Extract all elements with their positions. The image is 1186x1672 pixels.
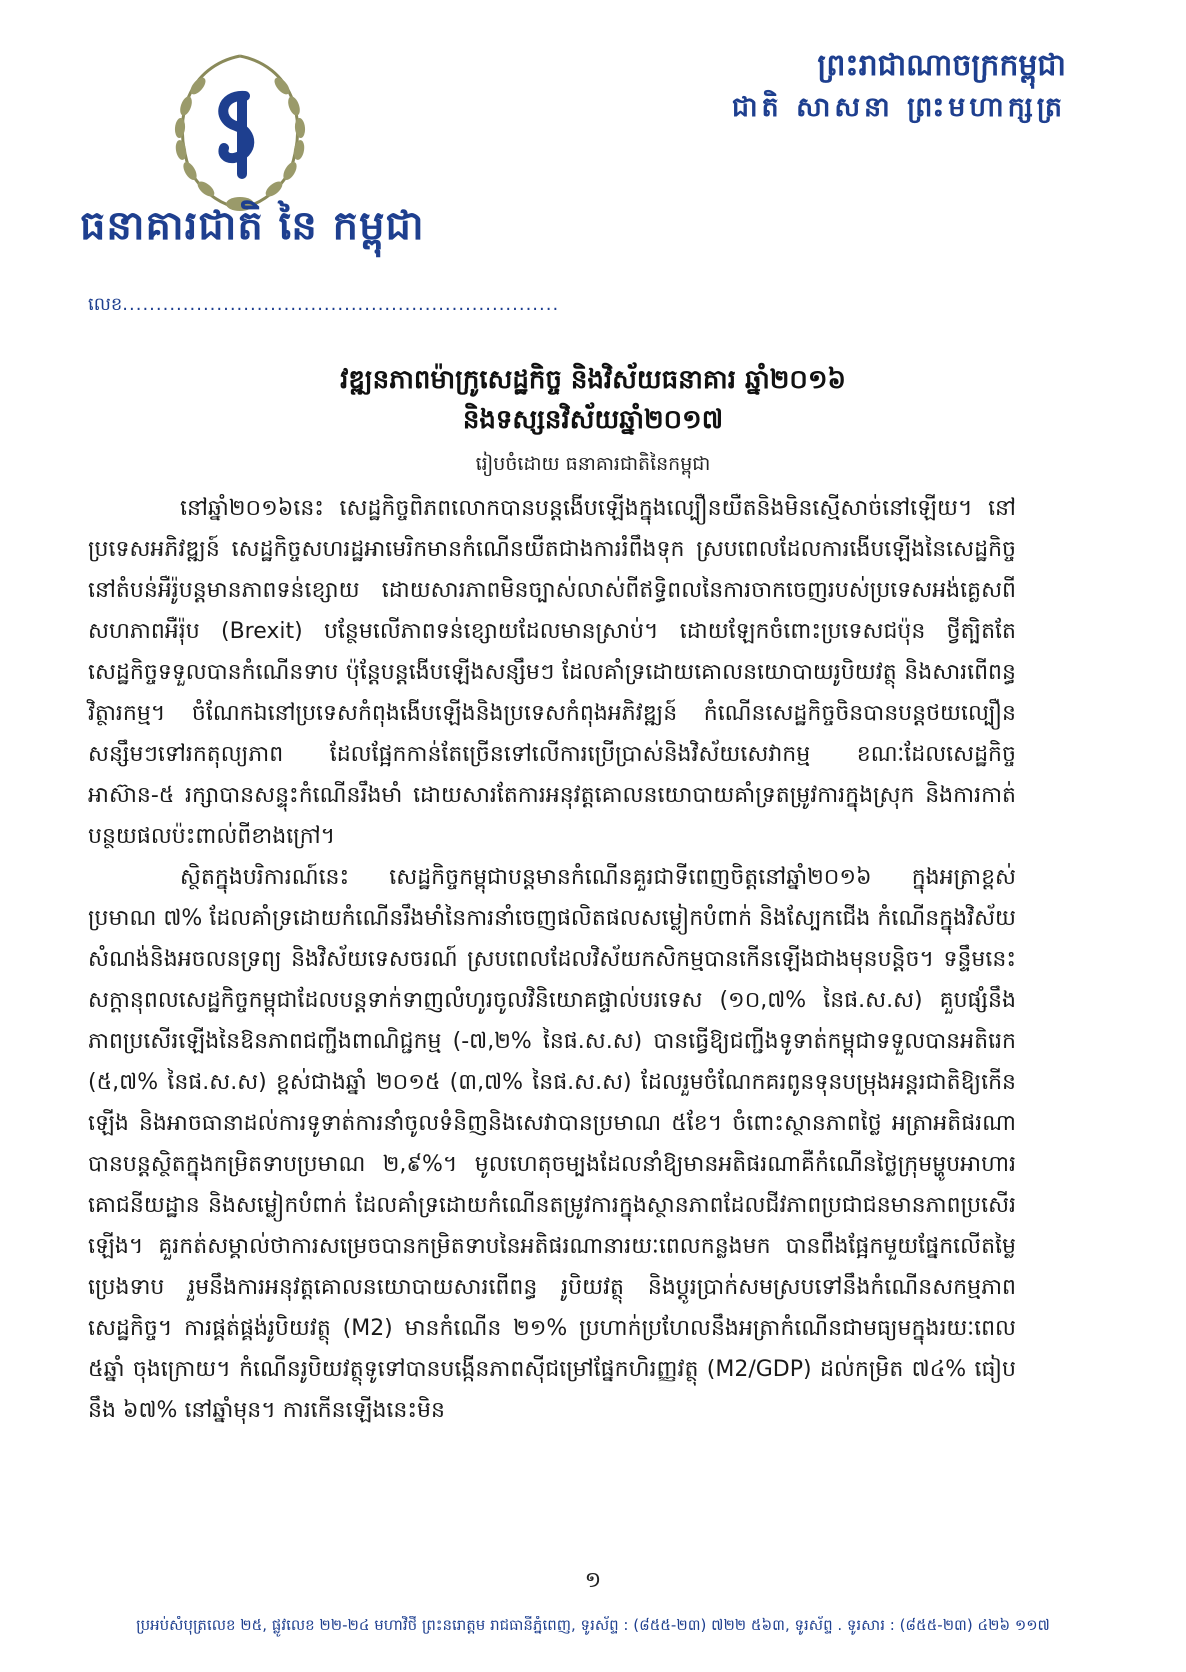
kingdom-header — [732, 44, 1066, 128]
title-line-2: និងទស្សនវិស័យឆ្នាំ២០១៧ — [462, 405, 724, 435]
page-number: ១ — [584, 1568, 602, 1593]
reference-dots: ................................................................. — [122, 294, 560, 315]
document-body — [88, 488, 1016, 1431]
paragraph-1: នៅឆ្នាំ២០១៦នេះ សេដ្ឋកិច្ចពិភពលោកបានបន្តងើបឡើងក្នុងល្បឿនយឺតនិងមិនស្មើសាច់នៅឡើយ។ នៅប្រទេសអភិវឌ្ឍន៍ សេដ្ឋកិច្ចសហរដ្ឋអាមេរិកមានកំណើនយឺតជាងការរំពឹងទុក ស្របពេលដែលការងើបឡើងនៃសេដ្ឋកិច្ចនៅតំបន់អឺរ៉ូបន្តមានភាពទន់ខ្សោយ ដោយសារភាពមិនច្បាស់លាស់ពីឥទ្ធិពលនៃការចាកចេញរបស់ប្រទេសអង់គ្លេសពីសហភាពអឺរ៉ុប (Brexit) បន្ថែមលើភាពទន់ខ្សោយដែលមានស្រាប់។ ដោយឡែកចំពោះប្រទេសជប៉ុន ថ្វីត្បិតតែសេដ្ឋកិច្ចទទួលបានកំណើនទាប ប៉ុន្តែបន្តងើបឡើងសន្សឹមៗ ដែលគាំទ្រដោយគោលនយោបាយរូបិយវត្ថុ និងសារពើពន្ធវិត្ថារកម្ម។ ចំណែកឯនៅប្រទេសកំពុងងើបឡើងនិងប្រទេសកំពុងអភិវឌ្ឍន៍ កំណើនសេដ្ឋកិច្ចចិនបានបន្តថយល្បឿនសន្សឹមៗទៅរកតុល្យភាព ដែលផ្អែកកាន់តែច្រើនទៅលើការប្រើប្រាស់និងវិស័យសេវាកម្ម ខណៈដែលសេដ្ឋកិច្ចអាស៊ាន-៥ រក្សាបានសន្ទុះកំណើនរឹងមាំ ដោយសារតែការអនុវត្តគោលនយោបាយគាំទ្រតម្រូវការក្នុងស្រុក និងការកាត់បន្ថយផលប៉ះពាល់ពីខាងក្រៅ។ — [88, 496, 1016, 849]
national-motto: ជាតិ សាសនា ព្រះមហាក្សត្រ — [731, 92, 1066, 123]
title-line-1: វឌ្ឍនភាពម៉ាក្រូសេដ្ឋកិច្ច និងវិស័យធនាគារ ឆ្នាំ២០១៦ — [340, 365, 846, 395]
document-author: រៀបចំដោយ ធនាគារជាតិនៃកម្ពុជា — [475, 453, 711, 475]
kingdom-name: ព្រះរាជាណាចក្រកម្ពុជា — [817, 48, 1066, 83]
bank-name: ធនាគារជាតិ នៃ កម្ពុជា — [80, 203, 425, 249]
reference-label: លេខ — [88, 294, 123, 315]
reference-number — [88, 292, 559, 319]
paragraph-2: ស្ថិតក្នុងបរិការណ៍នេះ សេដ្ឋកិច្ចកម្ពុជាបន្តមានកំណើនគួរជាទីពេញចិត្តនៅឆ្នាំ២០១៦ ក្នុងអត្រាខ្ពស់ប្រមាណ ៧% ដែលគាំទ្រដោយកំណើនរឹងមាំនៃការនាំចេញផលិតផលសម្លៀកបំពាក់ និងស្បែកជើង កំណើនក្នុងវិស័យសំណង់និងអចលនទ្រព្យ និងវិស័យទេសចរណ៍ ស្របពេលដែលវិស័យកសិកម្មបានកើនឡើងជាងមុនបន្តិច។ ទន្ទឹមនេះ សក្តានុពលសេដ្ឋកិច្ចកម្ពុជាដែលបន្តទាក់ទាញលំហូរចូលវិនិយោគផ្ទាល់បរទេស (១០,៧% នៃផ.ស.ស) គួបផ្សំនឹងភាពប្រសើរឡើងនៃឱនភាពជញ្ជីងពាណិជ្ជកម្ម (-៧,២% នៃផ.ស.ស) បានធ្វើឱ្យជញ្ជីងទូទាត់កម្ពុជាទទួលបានអតិរេក (៥,៧% នៃផ.ស.ស) ខ្ពស់ជាងឆ្នាំ ២០១៥ (៣,៧% នៃផ.ស.ស) ដែលរួមចំណែកគរពូនទុនបម្រុងអន្តរជាតិឱ្យកើនឡើង និងអាចធានាដល់ការទូទាត់ការនាំចូលទំនិញនិងសេវាបានប្រមាណ ៥ខែ។ ចំពោះស្ថានភាពថ្លៃ អត្រាអតិផរណាបានបន្តស្ថិតក្នុងកម្រិតទាបប្រមាណ ២,៩%។ មូលហេតុចម្បងដែលនាំឱ្យមានអតិផរណាគឺកំណើនថ្លៃក្រុមម្ហូបអាហារ គោជនីយដ្ឋាន និងសម្លៀកបំពាក់ ដែលគាំទ្រដោយកំណើនតម្រូវការក្នុងស្ថានភាពដែលជីវភាពប្រជាជនមានភាពប្រសើរឡើង។ គួរកត់សម្គាល់ថាការសម្រេចបានកម្រិតទាបនៃអតិផរណានារយៈពេលកន្លងមក បានពឹងផ្អែកមួយផ្នែកលើតម្លៃប្រេងទាប រួមនឹងការអនុវត្តគោលនយោបាយសារពើពន្ធ រូបិយវត្ថុ និងប្តូរប្រាក់សមស្របទៅនឹងកំណើនសកម្មភាពសេដ្ឋកិច្ច។ ការផ្គត់ផ្គង់រូបិយវត្ថុ (M2) មានកំណើន ២១% ប្រហាក់ប្រហែលនឹងអត្រាកំណើនជាមធ្យមក្នុងរយៈពេល ៥ឆ្នាំ ចុងក្រោយ។ កំណើនរូបិយវត្ថុទូទៅបានបង្កើនភាពស៊ីជម្រៅផ្នែកហិរញ្ញវត្ថុ (M2/GDP) ដល់កម្រិត ៧៤% ធៀបនឹង ៦៧% នៅឆ្នាំមុន។ ការកើនឡើងនេះមិន — [88, 865, 1016, 1423]
national-bank-emblem-icon — [150, 46, 330, 216]
document-title — [150, 360, 1036, 440]
footer-address: ប្រអប់សំបុត្រលេខ ២៥, ផ្លូវលេខ ២២-២៤ មហាវិថី ព្រះនរោត្តម រាជធានីភ្នំពេញ, ទូរស័ព្ទ : (៨៥៥-២៣) ៧២២ ៥៦៣, ទូរស័ព្ទ . ទូរសារ : (៨៥៥-២៣) ៤២៦ ១១៧ — [136, 1616, 1050, 1634]
